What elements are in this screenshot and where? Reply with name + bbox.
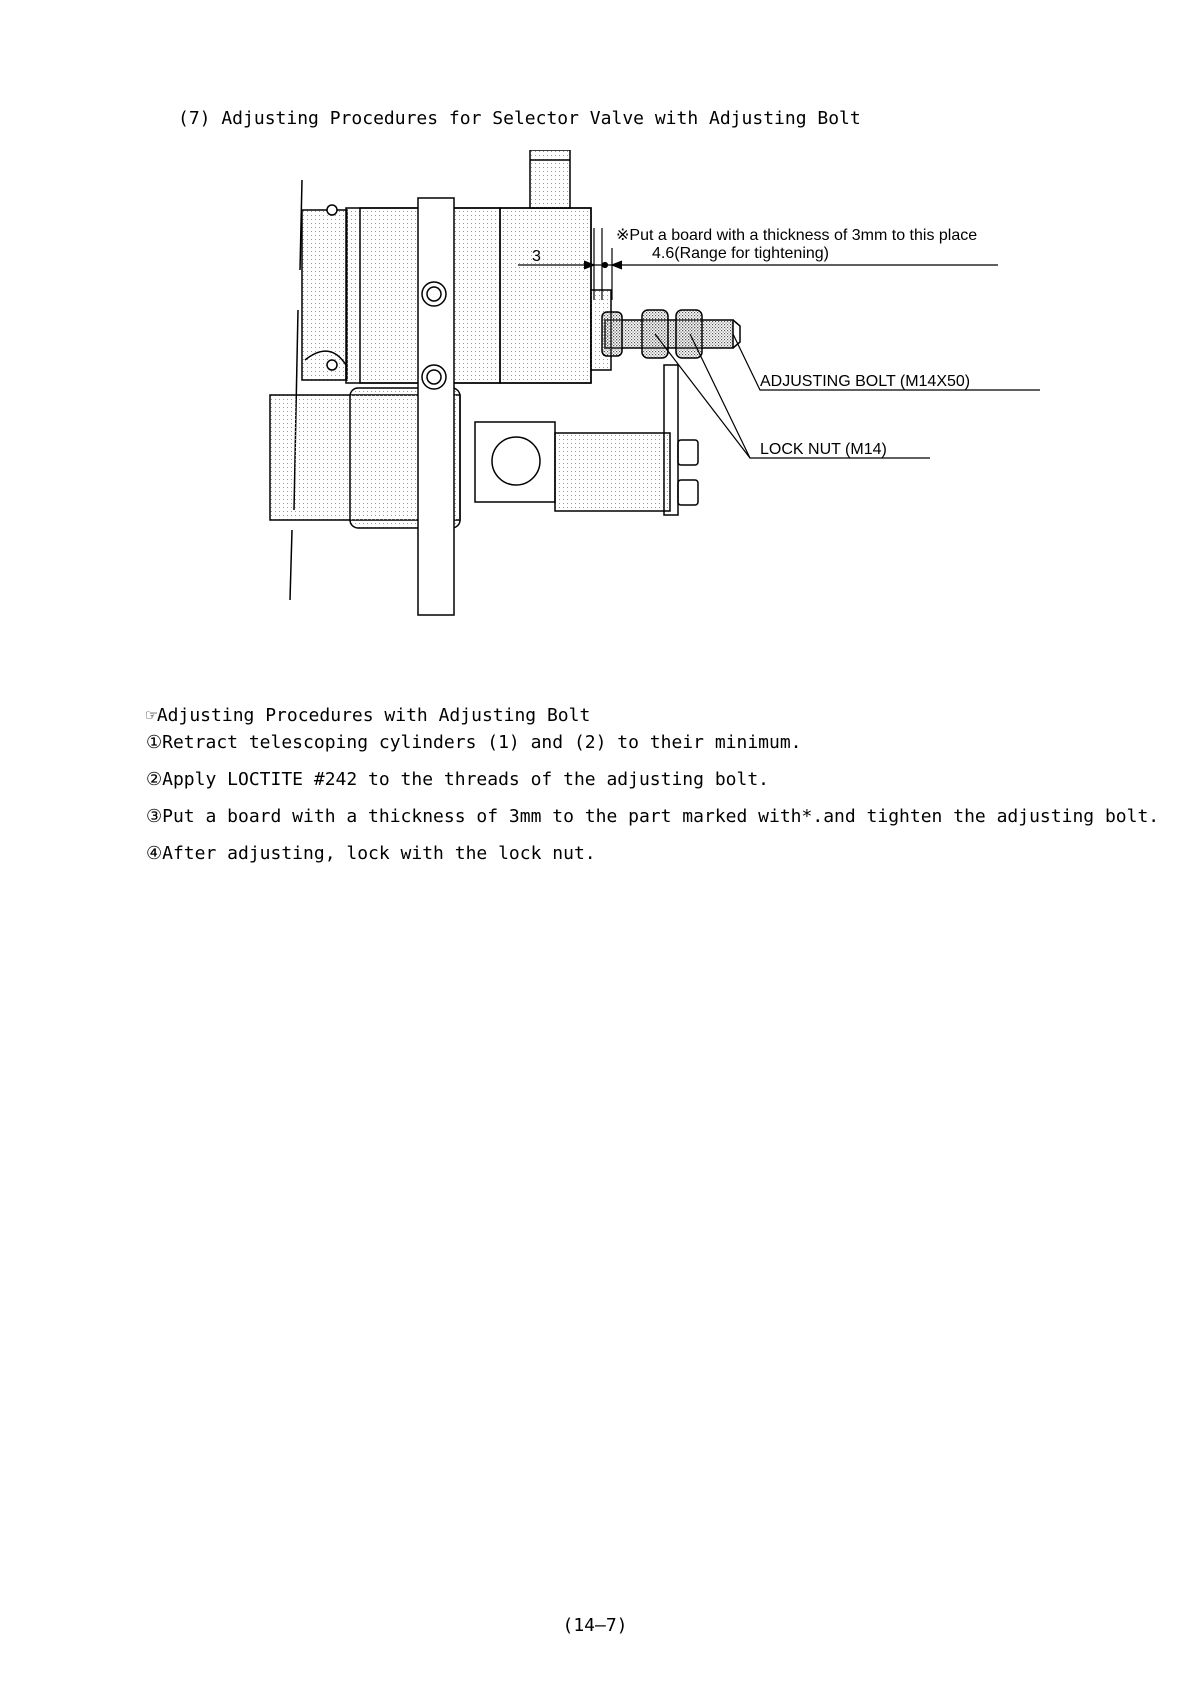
adjusting-bolt-label: ADJUSTING BOLT (M14X50): [760, 373, 971, 390]
board-note: ※Put a board with a thickness of 3mm to this place: [616, 227, 978, 244]
procedure-heading: ☞Adjusting Procedures with Adjusting Bolt: [146, 705, 591, 726]
section-title: (7) Adjusting Procedures for Selector Valve with Adjusting Bolt: [178, 108, 861, 129]
page-number: (14—7): [562, 1615, 628, 1636]
procedure-step: ②Apply LOCTITE #242 to the threads of the adjusting bolt.: [146, 769, 770, 790]
procedure-step: ③Put a board with a thickness of 3mm to the part marked with*.and tighten the adjusting bolt.: [146, 806, 1160, 827]
lock-nut-label: LOCK NUT (M14): [760, 441, 887, 458]
valve-body: [270, 150, 740, 615]
procedure-section: [146, 705, 1159, 880]
range-note: 4.6(Range for tightening): [652, 245, 829, 262]
selector-valve-diagram: [250, 150, 1130, 670]
dimension-3-label: 3: [532, 248, 541, 265]
procedure-step: ①Retract telescoping cylinders (1) and (2) to their minimum.: [146, 732, 802, 753]
procedure-step: ④After adjusting, lock with the lock nut.: [146, 843, 596, 864]
